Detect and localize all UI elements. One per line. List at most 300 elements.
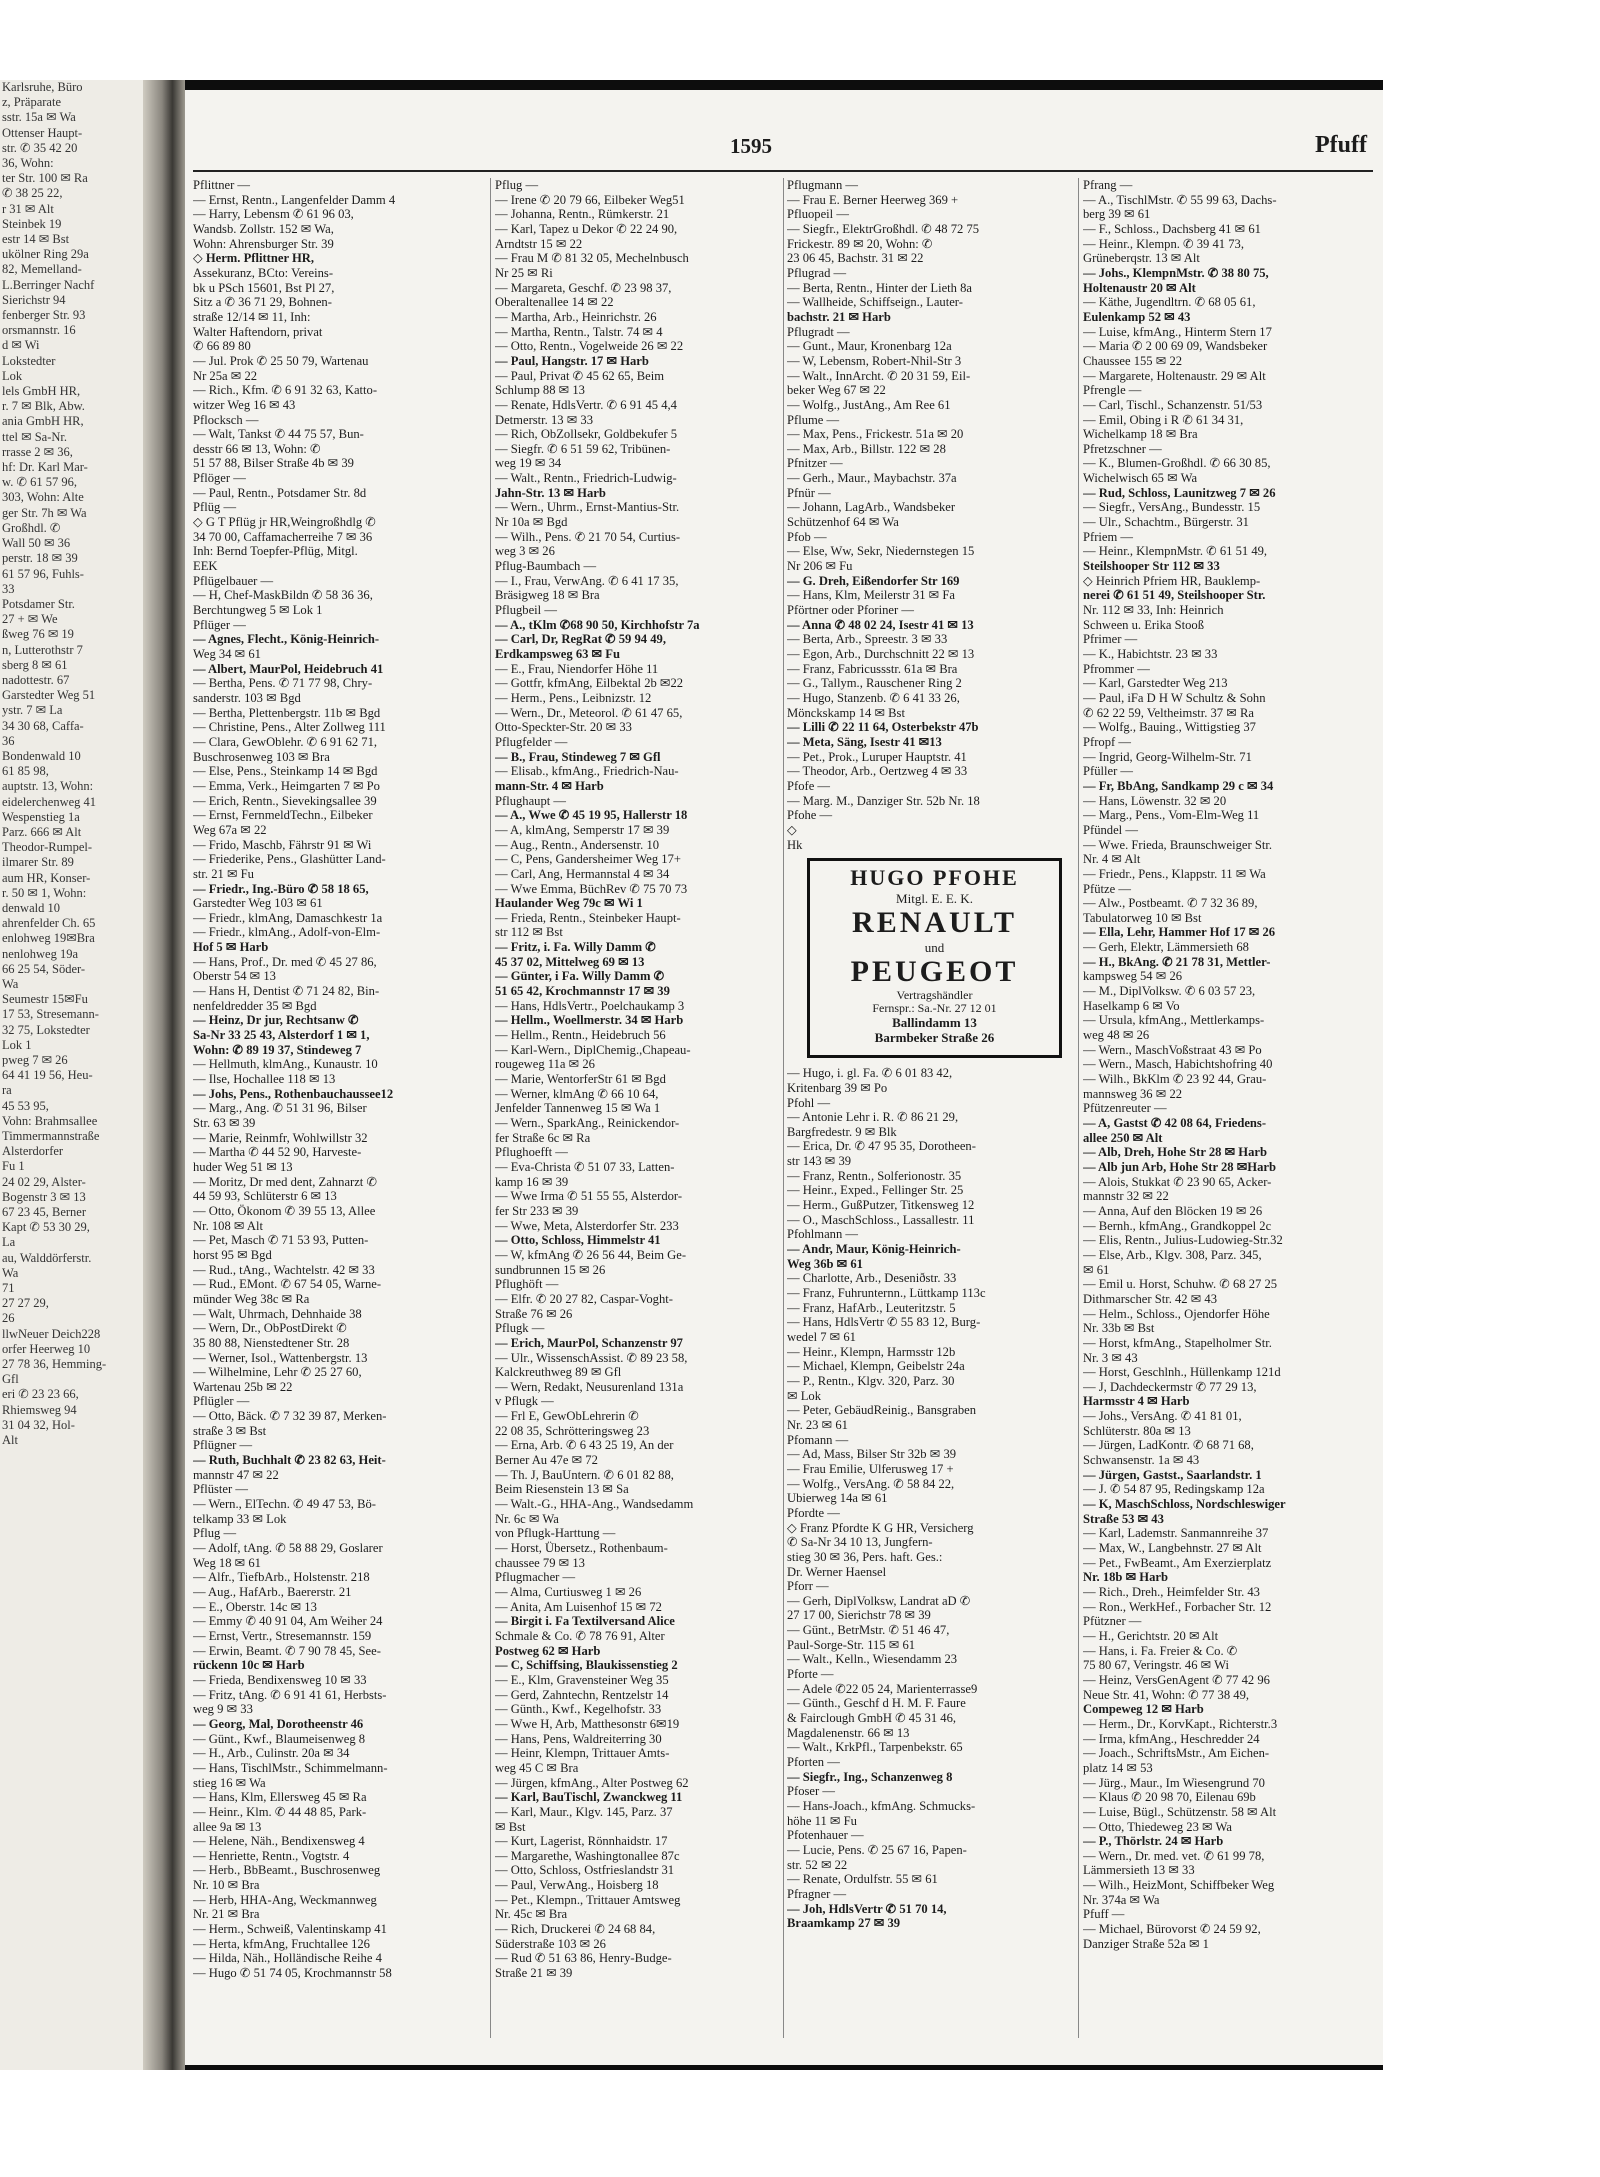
directory-entry: — Paul, VerwAng., Hoisberg 18 [495, 1878, 659, 1893]
book-gutter [143, 80, 185, 2070]
directory-entry: — Adolf, tAng. ✆ 58 88 29, Goslarer [193, 1541, 383, 1556]
directory-entry: Schwansenstr. 1a ✉ 43 [1083, 1453, 1200, 1468]
surname-heading: Pfnitzer — [787, 456, 843, 471]
directory-entry: — Rud., tAng., Wachtelstr. 42 ✉ 33 [193, 1262, 375, 1277]
directory-entry: — Jul. Prok ✆ 25 50 79, Wartenau [193, 353, 369, 368]
directory-entry: Hk [787, 837, 803, 852]
directory-entry: — Herm., GußPutzer, Titkensweg 12 [787, 1198, 975, 1213]
directory-entry: allee 9a ✉ 13 [193, 1819, 262, 1834]
directory-entry: — Bertha, Pens. ✆ 71 77 98, Chry- [193, 676, 373, 691]
directory-entry: — Marg. M., Danziger Str. 52b Nr. 18 [787, 793, 980, 808]
directory-entry: — A, Gastst ✆ 42 08 64, Friedens- [1083, 1116, 1267, 1130]
directory-entry: ◇ Heinrich Pfriem HR, Bauklemp- [1083, 573, 1261, 588]
directory-entry: — Wern., Masch, Habichtshofring 40 [1083, 1057, 1273, 1072]
left-page-line: ahrenfelder Ch. 65 [2, 916, 96, 931]
directory-entry: — Bernh., kfmAng., Grandkoppel 2c [1083, 1218, 1272, 1233]
directory-entry: — Walt.-G., HHA-Ang., Wandsedamm [495, 1497, 694, 1512]
directory-entry: — Irene ✆ 20 79 66, Eilbeker Weg51 [495, 192, 685, 207]
directory-entry: — Wern, Redakt, Neusurenland 131a [495, 1379, 684, 1394]
directory-entry: — Max, Arb., Billstr. 122 ✉ 28 [787, 441, 946, 456]
directory-entry: — C, Pens, Gandersheimer Weg 17+ [495, 852, 681, 867]
directory-entry: — H., Gerichtstr. 20 ✉ Alt [1083, 1628, 1219, 1643]
directory-entry: Arndtstr 15 ✉ 22 [495, 236, 583, 251]
directory-entry: — Ella, Lehr, Hammer Hof 17 ✉ 26 [1083, 925, 1276, 940]
directory-entry: — Frau M ✆ 81 32 05, Mechelnbusch [495, 251, 689, 266]
ad-subtitle: Mitgl. E. E. K. [896, 891, 973, 907]
directory-entry: — Joach., SchriftsMstr., Am Eichen- [1083, 1746, 1270, 1761]
directory-entry: — Georg, Mal, Dorotheenstr 46 [193, 1716, 364, 1731]
directory-entry: Weg 18 ✉ 61 [193, 1555, 261, 1570]
directory-entry: str 143 ✉ 39 [787, 1154, 852, 1169]
directory-entry: Nr 10a ✉ Bgd [495, 515, 568, 530]
left-page-line: 27 78 36, Hemming- [2, 1357, 107, 1372]
directory-entry: — Wern., Dr. med. vet. ✆ 61 99 78, [1083, 1848, 1265, 1863]
directory-entry: Weg 67a ✉ 22 [193, 822, 267, 837]
directory-entry: Erdkampsweg 63 ✉ Fu [495, 647, 620, 661]
directory-entry: — Karl, Lademstr. Sanmannreihe 37 [1083, 1526, 1269, 1541]
directory-entry: — F., Schloss., Dachsberg 41 ✉ 61 [1083, 221, 1261, 236]
surname-heading: Pflügner — [193, 1438, 253, 1453]
directory-entry: — Walt., KrkPfl., Tarpenbekstr. 65 [787, 1740, 963, 1755]
surname-heading: Pfomann — [787, 1432, 849, 1447]
left-page-line: llwNeuer Deich228 [2, 1326, 101, 1341]
left-page-line: 36, Wohn: [2, 156, 54, 171]
directory-entry: ✉ 61 [1083, 1262, 1110, 1277]
directory-entry: — Renate, Ordulfstr. 55 ✉ 61 [787, 1872, 938, 1887]
directory-entry: Assekuranz, BCto: Vereins- [193, 265, 334, 280]
directory-entry: desstr 66 ✉ 13, Wohn: ✆ [193, 441, 321, 456]
left-page-line: Gfl [2, 1372, 19, 1387]
surname-heading: Pfropf — [1083, 734, 1131, 749]
directory-entry: — K, MaschSchloss, Nordschleswiger [1083, 1497, 1286, 1512]
directory-entry: — Lilli ✆ 22 11 64, Osterbekstr 47b [787, 720, 979, 735]
directory-entry: — Wern., MaschVoßstraat 43 ✉ Po [1083, 1042, 1262, 1057]
directory-entry: — Ad, Mass, Bilser Str 32b ✉ 39 [787, 1447, 957, 1462]
directory-entry: — Wallheide, Schiffseign., Lauter- [787, 295, 963, 310]
directory-entry: — Karl-Wern., DiplChemig.,Chapeau- [495, 1042, 691, 1057]
directory-entry: — H, Chef-MaskBildn ✆ 58 36 36, [193, 588, 373, 603]
left-page-fragment [0, 80, 143, 2070]
directory-entry: — Ulr., WissenschAssist. ✆ 89 23 58, [495, 1350, 688, 1365]
directory-entry: weg 9 ✉ 33 [193, 1702, 253, 1717]
directory-entry: — Hans, HdlsVertr., Poelchaukamp 3 [495, 998, 685, 1013]
directory-entry: chaussee 79 ✉ 13 [495, 1555, 585, 1570]
directory-entry: — Hans-Joach., kfmAng. Schmucks- [787, 1799, 976, 1813]
directory-entry: — Frieda, Bendixensweg 10 ✉ 33 [193, 1672, 367, 1687]
directory-entry: — Rud, Schloss, Launitzweg 7 ✉ 26 [1083, 485, 1276, 500]
directory-entry: huder Weg 51 ✉ 13 [193, 1159, 293, 1174]
directory-entry: Nr. 10 ✉ Bra [193, 1878, 260, 1893]
left-page-line: Ottenser Haupt- [2, 125, 83, 140]
directory-entry: Eulenkamp 52 ✉ 43 [1083, 309, 1191, 324]
directory-entry: — Hans, Löwenstr. 32 ✉ 20 [1083, 793, 1227, 808]
directory-entry: Ubierweg 14a ✉ 61 [787, 1491, 888, 1506]
directory-entry: — Johanna, Rentn., Rümkerstr. 21 [495, 207, 670, 222]
directory-entry: Sa-Nr 33 25 43, Alsterdorf 1 ✉ 1, [193, 1028, 370, 1043]
directory-entry: 51 65 42, Krochmannstr 17 ✉ 39 [495, 984, 670, 999]
directory-entry: — Fr, BbAng, Sandkamp 29 c ✉ 34 [1083, 778, 1274, 793]
directory-entry: — Hugo, Stanzenb. ✆ 6 41 33 26, [787, 690, 960, 705]
left-page-line: eidelerchenweg 41 [2, 794, 97, 809]
directory-entry: — Otto, Schloss, Himmelstr 41 [495, 1233, 661, 1248]
column-2 [495, 178, 795, 2048]
directory-entry: — Emil, Obing i R ✆ 61 34 31, [1083, 412, 1244, 427]
directory-entry: — Egon, Arb., Durchschnitt 22 ✉ 13 [787, 647, 975, 661]
directory-entry: — Paul, Privat ✆ 45 62 65, Beim [495, 368, 665, 383]
directory-entry: — Günt., Kwf., Blaumeisenweg 8 [193, 1731, 366, 1746]
directory-entry: — Eva-Christa ✆ 51 07 33, Latten- [495, 1159, 675, 1174]
directory-entry: Nr 25 ✉ Ri [495, 265, 553, 280]
left-page-line: estr 14 ✉ Bst [2, 232, 70, 247]
ad-address-2: Barmbeker Straße 26 [874, 1030, 995, 1046]
directory-entry: ✆ 66 89 80 [193, 339, 251, 354]
left-page-line: 45 53 95, [2, 1098, 49, 1113]
column-separator [490, 178, 491, 2038]
directory-entry: — Anita, Am Luisenhof 15 ✉ 72 [495, 1599, 662, 1614]
surname-heading: Pfrommer — [1083, 661, 1150, 676]
directory-entry: — Erica, Dr. ✆ 47 95 35, Dorotheen- [787, 1139, 976, 1154]
surname-heading: von Pflugk-Harttung — [495, 1526, 616, 1541]
directory-entry: — Ingrid, Georg-Wilhelm-Str. 71 [1083, 749, 1252, 764]
directory-entry: — Clara, GewOblehr. ✆ 6 91 62 71, [193, 734, 378, 749]
left-page-line: 303, Wohn: Alte [2, 490, 84, 505]
directory-entry: — E., Klm, Gravensteiner Weg 35 [495, 1672, 669, 1687]
main-page [185, 90, 1383, 2065]
directory-entry: — Heinr., Klm. ✆ 44 48 85, Park- [193, 1804, 367, 1819]
directory-entry: ◇ G T Pflüg jr HR,Weingroßhdlg ✆ [193, 515, 376, 530]
directory-entry: ◇ Herm. Pflittner HR, [193, 251, 315, 266]
directory-entry: — Friedr., klmAng, Damaschkestr 1a [193, 910, 383, 925]
directory-entry: ✆ Sa-Nr 34 10 13, Jungfern- [787, 1535, 933, 1550]
directory-entry: — Paul, Hangstr. 17 ✉ Harb [495, 353, 649, 368]
directory-entry: — Paul, Rentn., Potsdamer Str. 8d [193, 485, 367, 500]
directory-entry: — Ernst, Rentn., Langenfelder Damm 4 [193, 192, 396, 207]
directory-entry: — Wwe Emma, BüchRev ✆ 75 70 73 [495, 881, 688, 896]
directory-entry: Süderstraße 103 ✉ 26 [495, 1936, 606, 1951]
directory-entry: — Charlotte, Arb., Deseniðstr. 33 [787, 1271, 957, 1286]
directory-entry: 44 59 93, Schlüterstr 6 ✉ 13 [193, 1189, 337, 1204]
left-page-line: 61 85 98, [2, 764, 49, 779]
directory-entry: — Margareta, Geschf. ✆ 23 98 37, [495, 280, 672, 295]
left-page-line: r. 50 ✉ 1, Wohn: [2, 885, 87, 900]
ad-role: Vertragshändler [896, 988, 973, 1003]
directory-entry: — Ron., WerkHef., Forbacher Str. 12 [1083, 1599, 1272, 1614]
directory-entry: Compeweg 12 ✉ Harb [1083, 1702, 1204, 1717]
left-page-line: r. 7 ✉ Blk, Abw. [2, 399, 85, 414]
directory-entry: — Karl, Garstedter Weg 213 [1083, 676, 1228, 691]
directory-entry: stieg 16 ✉ Wa [193, 1775, 266, 1790]
directory-entry: — Gerh, Elektr, Lämmersieth 68 [1083, 940, 1249, 955]
surname-heading: Pfob — [787, 529, 827, 544]
directory-entry: Otto-Speckter-Str. 20 ✉ 33 [495, 720, 632, 735]
left-page-line: 33 [2, 581, 15, 596]
directory-entry: — Emil u. Horst, Schuhw. ✆ 68 27 25 [1083, 1277, 1278, 1292]
surname-heading: Pfrengle — [1083, 383, 1142, 398]
directory-entry: — Erna, Arb. ✆ 6 43 25 19, An der [495, 1438, 674, 1453]
directory-entry: — Albert, MaurPol, Heidebruch 41 [193, 661, 384, 676]
left-page-line: 34 30 68, Caffa- [2, 718, 84, 733]
directory-entry: — Rud., EMont. ✆ 67 54 05, Warne- [193, 1277, 382, 1292]
directory-entry: — Rich, ObZollsekr, Goldbekufer 5 [495, 427, 678, 442]
left-page-line: orfer Heerweg 10 [2, 1341, 91, 1356]
surname-heading: v Pflugk — [495, 1394, 554, 1409]
left-page-line: Potsdamer Str. [2, 596, 75, 611]
directory-entry: — Ernst, Vertr., Stresemannstr. 159 [193, 1628, 372, 1643]
directory-entry: Str. 63 ✉ 39 [193, 1116, 256, 1130]
directory-entry: witzer Weg 16 ✉ 43 [193, 397, 296, 412]
directory-entry: — Horst, Geschlnh., Hüllenkamp 121d [1083, 1365, 1281, 1380]
directory-entry: — Theodor, Arb., Oertzweg 4 ✉ 33 [787, 764, 968, 779]
left-page-line: ßweg 76 ✉ 19 [2, 627, 74, 642]
directory-entry: — C, Schiffsing, Blaukissenstieg 2 [495, 1658, 678, 1673]
directory-entry: rückenn 10c ✉ Harb [193, 1658, 305, 1673]
column-3 [787, 178, 1087, 2048]
directory-entry: — Adele ✆22 05 24, Marienterrasse9 [787, 1681, 978, 1696]
ad-brand-peugeot: PEUGEOT [850, 955, 1019, 989]
directory-entry: — Walt, Tankst ✆ 44 75 57, Bun- [193, 427, 364, 442]
directory-entry: bachstr. 21 ✉ Harb [787, 309, 891, 324]
surname-heading: Pfrimer — [1083, 632, 1138, 647]
left-page-line: sstr. 15a ✉ Wa [2, 110, 76, 125]
directory-entry: str 112 ✉ Bst [495, 925, 563, 940]
directory-entry: — Walt., Kelln., Wiesendamm 23 [787, 1652, 958, 1667]
directory-entry: — Franz, Fabricussstr. 61a ✉ Bra [787, 661, 958, 676]
left-page-line: 36 [2, 733, 15, 748]
directory-entry: 34 70 00, Caffamacherreihe 7 ✉ 36 [193, 529, 373, 544]
surname-heading: Pflughöft — [495, 1277, 559, 1292]
directory-entry: — A., tKlm ✆68 90 50, Kirchhofstr 7a [495, 617, 700, 632]
surname-heading: Pflume — [787, 412, 840, 427]
directory-entry: Braamkamp 27 ✉ 39 [787, 1916, 901, 1931]
directory-entry: — Hilda, Näh., Holländische Reihe 4 [193, 1951, 382, 1966]
left-page-line: Wall 50 ✉ 36 [2, 536, 71, 551]
directory-entry: — P., Thörlstr. 24 ✉ Harb [1083, 1834, 1224, 1849]
surname-heading: Pfützenreuter — [1083, 1101, 1167, 1116]
directory-entry: — Otto, Schloss, Ostfrieslandstr 31 [495, 1863, 675, 1878]
directory-entry: — P., Rentn., Klgv. 320, Parz. 30 [787, 1373, 955, 1388]
directory-entry: — Friedr., Pens., Klappstr. 11 ✉ Wa [1083, 866, 1266, 881]
directory-entry: Nr. 3 ✉ 43 [1083, 1350, 1138, 1365]
directory-entry: Berner Au 47e ✉ 72 [495, 1453, 598, 1468]
left-page-line: lels GmbH HR, [2, 384, 81, 399]
directory-entry: Beim Riesenstein 13 ✉ Sa [495, 1482, 629, 1497]
directory-entry: — Franz, Fuhrunternn., Lüttkamp 113c [787, 1286, 986, 1301]
left-page-line: d ✉ Wi [2, 338, 40, 353]
directory-entry: Lämmersieth 13 ✉ 33 [1083, 1863, 1195, 1878]
directory-entry: Hof 5 ✉ Harb [193, 940, 269, 955]
left-page-line: ra [2, 1083, 12, 1098]
directory-entry: Schlump 88 ✉ 13 [495, 383, 585, 398]
directory-entry: Oberstr 54 ✉ 13 [193, 969, 276, 984]
directory-entry: — Walt., Rentn., Friedrich-Ludwig- [495, 471, 677, 486]
directory-entry: — Carl, Dr, RegRat ✆ 59 94 49, [495, 632, 666, 647]
directory-entry: — Siegfr., Ing., Schanzenweg 8 [787, 1769, 953, 1784]
directory-entry: — Irma, kfmAng., Heschredder 24 [1083, 1731, 1260, 1746]
directory-entry: — Antonie Lehr i. R. ✆ 86 21 29, [787, 1110, 959, 1125]
left-page-line: au, Walddörferstr. [2, 1250, 92, 1265]
surname-heading: Pfriem — [1083, 529, 1134, 544]
directory-entry: Straße 21 ✉ 39 [495, 1966, 573, 1981]
directory-entry: Wandsb. Zollstr. 152 ✉ Wa, [193, 221, 334, 236]
directory-entry: — Pet., Prok., Luruper Hauptstr. 41 [787, 749, 967, 764]
directory-entry: Wohn: Ahrensburger Str. 39 [193, 236, 334, 251]
directory-entry: — Moritz, Dr med dent, Zahnarzt ✆ [193, 1174, 378, 1189]
left-page-line: fenberger Str. 93 [2, 308, 86, 323]
directory-entry: — H., Arb., Culinstr. 20a ✉ 34 [193, 1746, 350, 1761]
left-page-line: Karlsruhe, Büro [2, 80, 83, 94]
surname-heading: Pflugk — [495, 1321, 545, 1336]
directory-entry: ◇ Franz Pfordte K G HR, Versicherg [787, 1520, 974, 1535]
left-page-line: orsmannstr. 16 [2, 323, 76, 338]
directory-entry: — Elfr. ✆ 20 27 82, Caspar-Voght- [495, 1291, 673, 1306]
surname-heading: Pflüg — [193, 500, 237, 515]
directory-entry: — H., BkAng. ✆ 21 78 31, Mettler- [1083, 954, 1271, 969]
directory-entry: — Andr, Maur, König-Heinrich- [787, 1242, 961, 1257]
directory-entry: — K., Blumen-Großhdl. ✆ 66 30 85, [1083, 456, 1271, 471]
directory-entry: — Franz, HafArb., Leuteritzstr. 5 [787, 1300, 956, 1315]
directory-entry: — Hugo, i. gl. Fa. ✆ 6 01 83 42, [787, 1066, 953, 1081]
directory-entry: — M., DiplVolksw. ✆ 6 03 57 23, [1083, 984, 1256, 999]
directory-entry: Schmale & Co. ✆ 78 76 91, Alter [495, 1628, 665, 1643]
directory-entry: — Käthe, Jugendltrn. ✆ 68 05 61, [1083, 295, 1256, 310]
directory-entry: sundbrunnen 15 ✉ 26 [495, 1262, 606, 1277]
directory-entry: platz 14 ✉ 53 [1083, 1760, 1153, 1775]
directory-entry: Wichelkamp 18 ✉ Bra [1083, 427, 1198, 442]
directory-entry: — Hellmuth, klmAng., Kunaustr. 10 [193, 1057, 378, 1072]
directory-entry: — Rich., Dreh., Heimfelder Str. 43 [1083, 1585, 1260, 1599]
directory-entry: — Rich, Druckerei ✆ 24 68 84, [495, 1922, 656, 1937]
directory-entry: — Ursula, kfmAng., Mettlerkamps- [1083, 1013, 1265, 1028]
directory-entry: — Pet., FwBeamt., Am Exerzierplatz [1083, 1555, 1272, 1570]
ad-und: und [924, 940, 945, 956]
directory-entry: — Berta, Arb., Spreestr. 3 ✉ 33 [787, 632, 948, 647]
left-page-line: Lokstedter [2, 353, 56, 368]
left-page-line: Großhdl. ✆ [2, 520, 61, 535]
directory-entry: Tabulatorweg 10 ✉ Bst [1083, 910, 1202, 925]
directory-entry: Bräsigweg 18 ✉ Bra [495, 588, 600, 603]
directory-entry: — Herb., BbBeamt., Buschrosenweg [193, 1863, 381, 1878]
column-separator [783, 178, 784, 2038]
directory-entry: Harmsstr 4 ✉ Harb [1083, 1394, 1190, 1409]
directory-entry: ◇ [787, 822, 797, 837]
directory-entry: — Hans, Klm, Meilerstr 31 ✉ Fa [787, 588, 955, 603]
directory-entry: — Michael, Bürovorst ✆ 24 59 92, [1083, 1922, 1261, 1937]
surname-heading: Pfotenhauer — [787, 1828, 864, 1843]
directory-entry: — Walt, Uhrmach, Dehnhaide 38 [193, 1306, 362, 1321]
left-page-line: Wa [2, 976, 19, 991]
directory-entry: — Johs., VersAng. ✆ 41 81 01, [1083, 1409, 1242, 1424]
directory-entry: — Emma, Verk., Heimgarten 7 ✉ Po [193, 778, 380, 793]
directory-entry: Straße 76 ✉ 26 [495, 1306, 573, 1321]
directory-entry: — Friederike, Pens., Glashütter Land- [193, 852, 386, 867]
directory-entry: Kalckreuthweg 89 ✉ Gfl [495, 1365, 622, 1380]
directory-entry: — E., Frau, Niendorfer Höhe 11 [495, 661, 659, 676]
directory-entry: — Anna ✆ 48 02 24, Isestr 41 ✉ 13 [787, 617, 974, 632]
directory-entry: Paul-Sorge-Str. 115 ✉ 61 [787, 1637, 916, 1652]
column-1 [193, 178, 493, 2048]
left-page-line: 66 25 54, Söder- [2, 961, 86, 976]
left-page-line: hf: Dr. Karl Mar- [2, 460, 88, 475]
directory-entry: — Marg., Ang. ✆ 51 31 96, Bilser [193, 1101, 367, 1116]
directory-entry: — Erich, Rentn., Sievekingsallee 39 [193, 793, 377, 808]
directory-entry: — Wern., ElTechn. ✆ 49 47 53, Bö- [193, 1497, 376, 1512]
directory-entry: — G. Dreh, Eißendorfer Str 169 [787, 573, 960, 588]
surname-heading: Pfretzschner — [1083, 441, 1162, 456]
left-page-line: 71 [2, 1281, 15, 1296]
directory-entry: Mönckskamp 14 ✉ Bst [787, 705, 905, 720]
ad-brand-renault: RENAULT [852, 906, 1017, 940]
left-page-line: ilmarer Str. 89 [2, 855, 74, 870]
directory-entry: — Wern., SparkAng., Reinickendor- [495, 1116, 680, 1130]
directory-entry: — Erwin, Beamt. ✆ 7 90 78 45, See- [193, 1643, 381, 1658]
directory-entry: — Wwe. Frieda, Braunschweiger Str. [1083, 837, 1272, 852]
directory-entry: beker Weg 67 ✉ 22 [787, 383, 886, 398]
left-page-line: str. ✆ 35 42 20 [2, 140, 78, 155]
directory-entry: — Otto, Bäck. ✆ 7 32 39 87, Merken- [193, 1409, 387, 1424]
directory-entry: — Werner, Isol., Wattenbergstr. 13 [193, 1350, 368, 1365]
directory-entry: Wichelwisch 65 ✉ Wa [1083, 471, 1198, 486]
directory-entry: bk u PSch 15601, Bst Pl 27, [193, 280, 335, 295]
left-page-line: r 31 ✉ Alt [2, 201, 54, 216]
directory-entry: 27 17 00, Sierichstr 78 ✉ 39 [787, 1608, 931, 1623]
directory-entry: ✆ 62 22 59, Veltheimstr. 37 ✉ Ra [1083, 705, 1254, 720]
directory-entry: Kritenbarg 39 ✉ Po [787, 1080, 888, 1095]
directory-entry: Nr. 6c ✉ Wa [495, 1511, 559, 1526]
left-page-line: Kapt ✆ 53 30 29, [2, 1220, 90, 1235]
left-page-line: Timmermannstraße [2, 1129, 100, 1144]
directory-entry: — Kurt, Lagerist, Rönnhaidstr. 17 [495, 1834, 668, 1849]
left-page-line: La [2, 1235, 16, 1250]
directory-entry: — Wolfg., JustAng., Am Ree 61 [787, 397, 951, 412]
surname-heading: Pflugrad — [787, 265, 847, 280]
directory-entry: — W, kfmAng ✆ 26 56 44, Beim Ge- [495, 1247, 687, 1262]
directory-entry: — Christine, Pens., Alter Zollweg 111 [193, 720, 386, 735]
directory-entry: — Johann, LagArb., Wandsbeker [787, 500, 956, 515]
left-page-line: ystr. 7 ✉ La [2, 703, 63, 718]
ad-phone: Fernspr.: Sa.-Nr. 27 12 01 [872, 1001, 997, 1016]
left-page-line: 82, Memelland- [2, 262, 82, 277]
left-page-line: 27 + ✉ We [2, 612, 58, 627]
left-page-line: 24 02 29, Alster- [2, 1174, 86, 1189]
directory-entry: — Frau E. Berner Heerweg 369 + [787, 192, 959, 207]
left-page-line: n, Lutterothstr 7 [2, 642, 83, 657]
ad-address-1: Ballindamm 13 [892, 1015, 977, 1031]
left-page-line: ✆ 38 25 22, [2, 186, 63, 201]
directory-entry: — Luise, Bügl., Schützenstr. 58 ✉ Alt [1083, 1804, 1277, 1819]
directory-entry: 51 57 88, Bilser Straße 4b ✉ 39 [193, 456, 354, 471]
directory-entry: — Werner, klmAng ✆ 66 10 64, [495, 1086, 659, 1101]
directory-entry: — Meta, Säng, Isestr 41 ✉13 [787, 734, 942, 749]
directory-entry: — I., Frau, VerwAng. ✆ 6 41 17 35, [495, 573, 679, 588]
directory-entry: — Th. J, BauUntern. ✆ 6 01 82 88, [495, 1467, 674, 1482]
directory-entry: — Hans, HdlsVertr ✆ 55 83 12, Burg- [787, 1315, 981, 1330]
directory-entry: — Alb jun Arb, Hohe Str 28 ✉Harb [1083, 1159, 1276, 1174]
left-page-line: Bondenwald 10 [2, 748, 81, 763]
directory-entry: Jenfelder Tannenweg 15 ✉ Wa 1 [495, 1101, 661, 1116]
directory-entry: — Harry, Lebensm ✆ 61 96 03, [193, 207, 354, 222]
directory-entry: Nr 206 ✉ Fu [787, 559, 853, 574]
directory-entry: — Margarete, Holtenaustr. 29 ✉ Alt [1083, 368, 1266, 383]
surname-heading: Pflugradt — [787, 324, 850, 339]
directory-entry: Nr 25a ✉ 22 [193, 368, 258, 383]
directory-entry: 22 08 35, Schrötteringsweg 23 [495, 1423, 650, 1438]
directory-entry: — Berta, Rentn., Hinter der Lieth 8a [787, 280, 973, 295]
left-page-line: Fu 1 [2, 1159, 25, 1174]
left-page-line: 32 75, Lokstedter [2, 1022, 90, 1037]
directory-entry: Nr. 374a ✉ Wa [1083, 1892, 1160, 1907]
directory-entry: EEK [193, 559, 218, 574]
directory-entry: — Gerh., Maur., Maybachstr. 37a [787, 471, 957, 486]
